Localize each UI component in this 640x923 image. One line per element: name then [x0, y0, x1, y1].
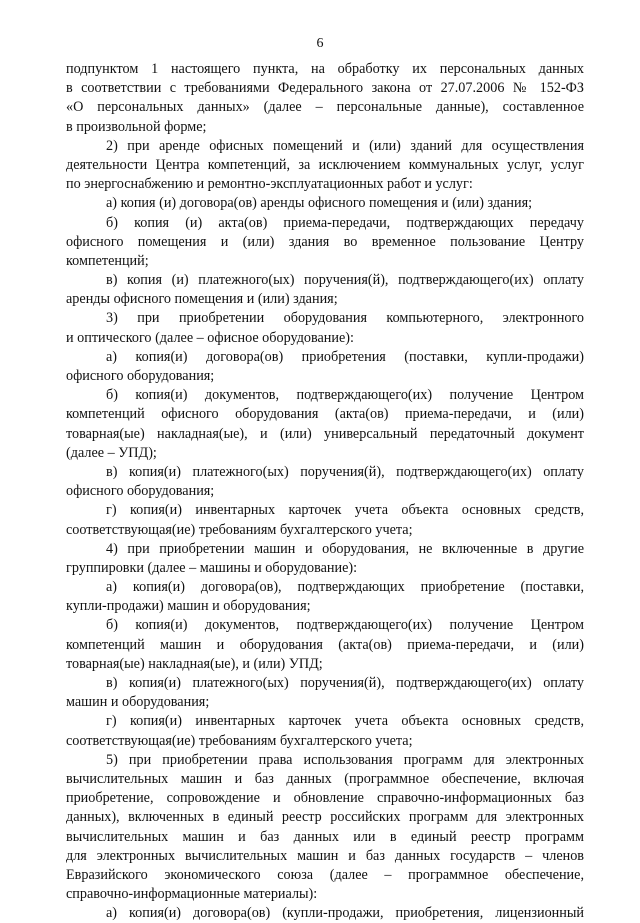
text-line: купли-продажи) машин и оборудования; [66, 598, 311, 615]
text-line: 5) при приобретении права использования программ для электронных [106, 751, 584, 768]
text-line: а) копия(и) договора(ов) приобретения (поставки, купли-продажи) [106, 348, 584, 365]
text-line: компетенций машин и оборудования (акта(ов) приема-передачи, и (или) [66, 636, 584, 653]
text-line: группировки (далее – машины и оборудование): [66, 559, 358, 576]
text-line: офисного оборудования; [66, 483, 215, 500]
text-line: офисного оборудования; [66, 368, 215, 384]
text-line: 2) при аренде офисных помещений и (или) зданий для осуществления [106, 137, 584, 154]
text-line: 4) при приобретении машин и оборудования, не включенные в другие [106, 540, 584, 557]
text-line: соответствующая(ие) требованиям бухгалтерского учета; [66, 732, 413, 749]
text-line: товарная(ые) накладная(ые), и (или) универсальный передаточный документ [66, 425, 584, 442]
text-line: и оптического (далее – офисное оборудование): [66, 329, 354, 346]
text-line: 3) при приобретении оборудования компьютерного, электронного [106, 310, 584, 327]
text-line: в) копия (и) платежного(ых) поручения(й), подтверждающего(их) оплату [106, 272, 584, 289]
text-line: компетенций; [66, 252, 149, 269]
text-line: аренды офисного помещения и (или) здания; [66, 291, 338, 308]
text-line: б) копия(и) документов, подтверждающего(их) получение Центром [106, 617, 584, 634]
text-line: вычислительных машин и баз данных (программное обеспечение, включая [66, 770, 584, 787]
text-line: «О персональных данных» (далее – персональные данные), составленное [66, 99, 584, 116]
text-line: а) копия(и) договора(ов) (купли-продажи, приобретения, лицензионный [106, 905, 584, 922]
text-line: данных), включенных в единый реестр российских программ для электронных [66, 809, 584, 826]
text-line: (далее – УПД); [66, 444, 157, 461]
text-line: по энергоснабжению и ремонтно-эксплуатационных работ и услуг: [66, 176, 473, 193]
text-line: компетенций офисного оборудования (акта(ов) приема-передачи, и (или) [66, 406, 584, 423]
text-line: а) копия(и) договора(ов), подтверждающих приобретение (поставки, [106, 579, 584, 596]
text-line: подпунктом 1 настоящего пункта, на обработку их персональных данных [66, 61, 584, 77]
page-number: 6 [316, 36, 324, 51]
text-line: товарная(ые) накладная(ые), и (или) УПД; [66, 655, 323, 672]
text-line: соответствующая(ие) требованиям бухгалтерского учета; [66, 521, 413, 538]
text-line: б) копия (и) акта(ов) приема-передачи, подтверждающих передачу [106, 214, 584, 231]
document-body [66, 60, 584, 923]
text-line: приобретение, сопровождение и обновление справочно-информационных баз [66, 790, 584, 807]
text-line: Евразийского экономического союза (далее – программное обеспечение, [66, 866, 584, 883]
text-line: вычислительных машин и баз данных или в единый реестр программ [66, 828, 584, 845]
text-line: деятельности Центра компетенций, за исключением коммунальных услуг, услуг [66, 156, 584, 173]
text-line: в соответствии с требованиями Федерального закона от 27.07.2006 № 152-ФЗ [66, 80, 584, 97]
text-line: в) копия(и) платежного(ых) поручения(й), подтверждающего(их) оплату [106, 675, 584, 691]
text-line: г) копия(и) инвентарных карточек учета объекта основных средств, [106, 502, 584, 519]
text-line: в) копия(и) платежного(ых) поручения(й), подтверждающего(их) оплату [106, 463, 584, 480]
text-line: г) копия(и) инвентарных карточек учета объекта основных средств, [106, 713, 584, 730]
text-line: справочно-информационные материалы): [66, 886, 318, 903]
text-line: офисного помещения и (или) здания во временное пользование Центру [66, 233, 584, 250]
text-line: машин и оборудования; [66, 694, 210, 711]
text-line: в произвольной форме; [66, 118, 207, 135]
text-line: для электронных вычислительных машин и баз данных государств – членов [66, 847, 584, 864]
text-line: б) копия(и) документов, подтверждающего(их) получение Центром [106, 387, 584, 404]
text-line: а) копия (и) договора(ов) аренды офисного помещения и (или) здания; [106, 195, 533, 212]
